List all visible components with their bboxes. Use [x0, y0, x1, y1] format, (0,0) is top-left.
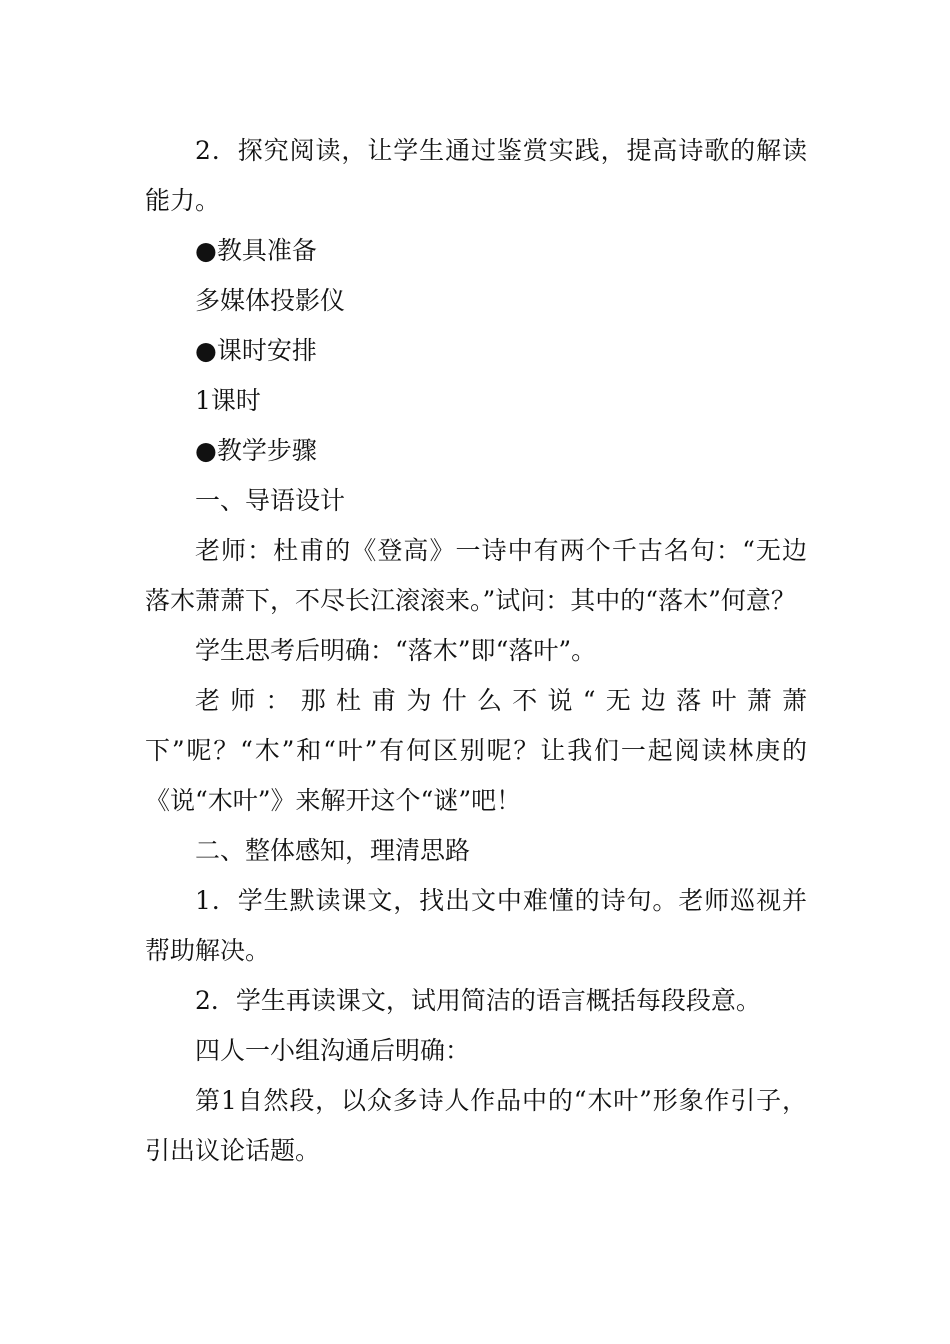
paragraph-teacher-followup: 老师：那杜甫为什么不说“无边落叶萧萧下”呢？“木”和“叶”有何区别呢？让我们一起阅读林庚的《说“木叶”》来解开这个“谜”吧！ — [145, 686, 807, 815]
paragraph-class-hours: 1课时 — [195, 386, 261, 415]
paragraph-section-1-summary: 第1自然段，以众多诗人作品中的“木叶”形象作引子，引出议论话题。 — [145, 1086, 807, 1165]
document-body — [145, 126, 807, 1176]
paragraph-tools: 多媒体投影仪 — [195, 286, 346, 315]
section-heading-overview: 二、整体感知，理清思路 — [195, 836, 471, 865]
paragraph-student-answer: 学生思考后明确：“落木”即“落叶”。 — [195, 636, 597, 665]
paragraph-step-1: 1．学生默读课文，找出文中难懂的诗句。老师巡视并帮助解决。 — [145, 886, 807, 965]
paragraph-step-2: 2．学生再读课文，试用简洁的语言概括每段段意。 — [195, 986, 761, 1015]
heading-teaching-steps: ●教学步骤 — [195, 436, 317, 465]
heading-class-hours: ●课时安排 — [195, 336, 317, 365]
paragraph-teacher-question: 老师：杜甫的《登高》一诗中有两个千古名句：“无边落木萧萧下，不尽长江滚滚来。”试问：其中的“落木”何意？ — [145, 536, 807, 615]
paragraph-objective-2: 2．探究阅读，让学生通过鉴赏实践，提高诗歌的解读能力。 — [145, 136, 807, 215]
section-heading-intro: 一、导语设计 — [195, 486, 346, 515]
heading-teaching-tools: ●教具准备 — [195, 236, 317, 265]
paragraph-group-discussion: 四人一小组沟通后明确： — [195, 1036, 471, 1065]
